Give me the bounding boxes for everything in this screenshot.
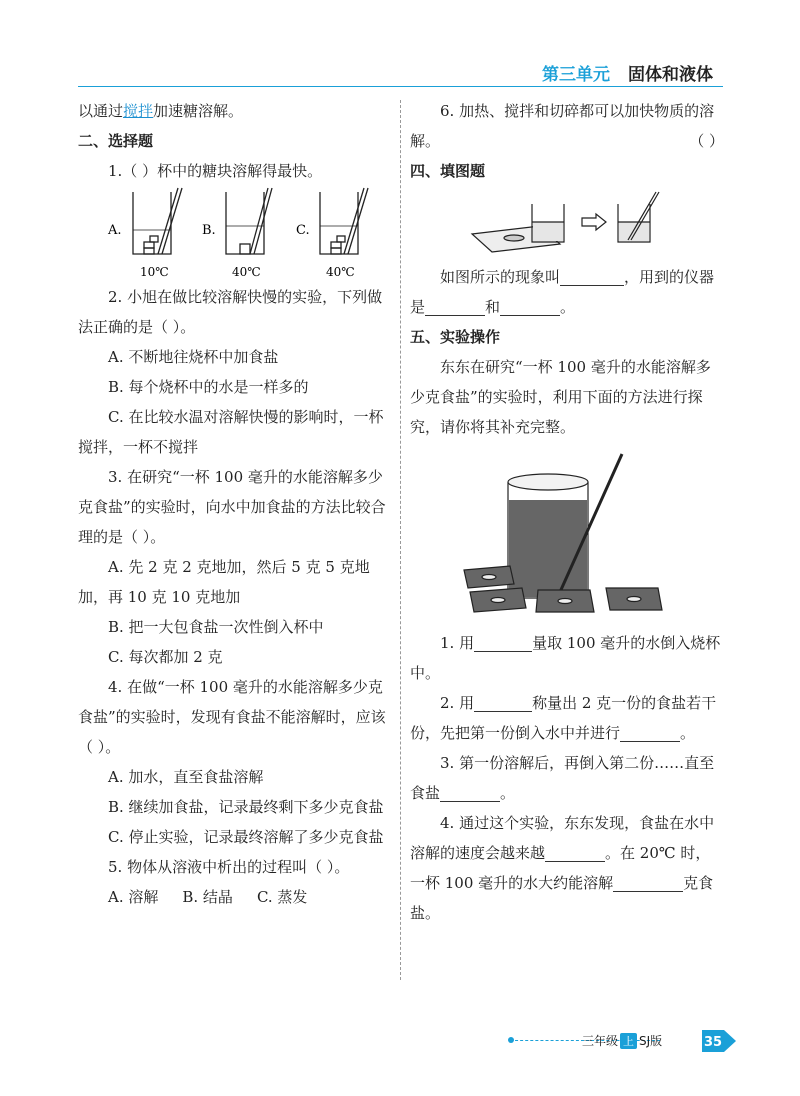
- q3-option-c: C. 每次都加 2 克: [108, 648, 223, 666]
- left-column: [78, 96, 388, 912]
- fig-temp-a: 10℃: [140, 265, 169, 279]
- stir-link: 搅拌: [123, 102, 154, 120]
- header-rule: [78, 86, 723, 87]
- q4-option-b: B. 继续加食盐，记录最终剩下多少克食盐: [108, 798, 384, 816]
- fig-temp-b: 40℃: [232, 265, 261, 279]
- blank-speed[interactable]: [545, 843, 605, 862]
- q6-paren: （ ）: [689, 132, 724, 150]
- fig-label-c: C.: [296, 223, 310, 238]
- q3-option-b: B. 把一大包食盐一次性倒入杯中: [108, 618, 324, 636]
- q3-option-a: A. 先 2 克 2 克地加，然后 5 克 5 克地加，再 10 克 10 克地加: [78, 558, 370, 606]
- blank-phenomenon[interactable]: [560, 267, 624, 286]
- dissolve-figure: [410, 186, 724, 262]
- experiment-intro: 东东在研究“一杯 100 毫升的水能溶解多少克食盐”的实验时，利用下面的方法进行探究，请你将其补充完整。: [410, 358, 711, 436]
- experiment-figure: [410, 442, 724, 628]
- fig-label-b: B.: [202, 223, 216, 238]
- experiment-step-1: 1. 用 量取 100 毫升的水倒入烧杯中。: [410, 634, 721, 682]
- question-3: 3. 在研究“一杯 100 毫升的水能溶解多少克食盐”的实验时，向水中加食盐的方法比较合理的是（ ）。: [78, 468, 386, 546]
- blank-amount[interactable]: [613, 873, 683, 892]
- experiment-step-2: 2. 用 称量出 2 克一份的食盐若干份，先把第一份倒入水中并进行 。: [410, 694, 717, 742]
- experiment-step-4: 4. 通过这个实验，东东发现，食盐在水中溶解的速度会越来越 。在 20℃ 时，一杯 100 毫升的水大约能溶解 克食盐。: [410, 814, 715, 922]
- blank-action[interactable]: [620, 723, 680, 742]
- fill-question: 如图所示的现象叫 ，用到的仪器是 和 。: [410, 268, 715, 316]
- intro-line: 以通过搅拌加速糖溶解。: [78, 102, 244, 120]
- q5-options: A. 溶解 B. 结晶 C. 蒸发: [108, 888, 308, 906]
- page-number-badge: [702, 1028, 736, 1054]
- page-number: 35: [703, 1035, 723, 1050]
- blank-scale-tool[interactable]: [474, 693, 532, 712]
- right-column: [410, 96, 724, 928]
- section-fill-title: 四、填图题: [410, 162, 486, 180]
- experiment-step-3: 3. 第一份溶解后，再倒入第二份……直至食盐 。: [410, 754, 715, 802]
- question-4: 4. 在做“一杯 100 毫升的水能溶解多少克食盐”的实验时，发现有食盐不能溶解时，应该（ ）。: [78, 678, 386, 756]
- q4-option-c: C. 停止实验，记录最终溶解了多少克食盐: [108, 828, 384, 846]
- unit-title: 固体和液体: [628, 65, 713, 85]
- q2-option-b: B. 每个烧杯中的水是一样多的: [108, 378, 309, 396]
- q2-option-c: C. 在比较水温对溶解快慢的影响时，一杯搅拌，一杯不搅拌: [78, 408, 384, 456]
- question-5: 5. 物体从溶液中析出的过程叫（ ）。: [108, 858, 350, 876]
- q1-figures: [78, 186, 388, 282]
- section-choice-title: 二、选择题: [78, 132, 154, 150]
- unit-label: 第三单元: [542, 65, 610, 85]
- blank-instrument-1[interactable]: [425, 297, 485, 316]
- question-1: 1.（ ）杯中的糖块溶解得最快。: [108, 162, 323, 180]
- question-2: 2. 小旭在做比较溶解快慢的实验，下列做法正确的是（ ）。: [78, 288, 383, 336]
- blank-measure-tool[interactable]: [474, 633, 532, 652]
- fig-temp-c: 40℃: [326, 265, 355, 279]
- footer-grade: 三年级 上 SJ版: [582, 1034, 663, 1048]
- blank-instrument-2[interactable]: [500, 297, 560, 316]
- q4-option-a: A. 加水，直至食盐溶解: [108, 768, 264, 786]
- blank-result[interactable]: [440, 783, 500, 802]
- section-experiment-title: 五、实验操作: [410, 328, 501, 346]
- column-divider: [400, 100, 401, 980]
- q2-option-a: A. 不断地往烧杯中加食盐: [108, 348, 279, 366]
- fig-label-a: A.: [108, 223, 122, 238]
- question-6: 6. 加热、搅拌和切碎都可以加快物质的溶解。 （ ）: [410, 96, 724, 156]
- beakers-figure: [78, 186, 388, 282]
